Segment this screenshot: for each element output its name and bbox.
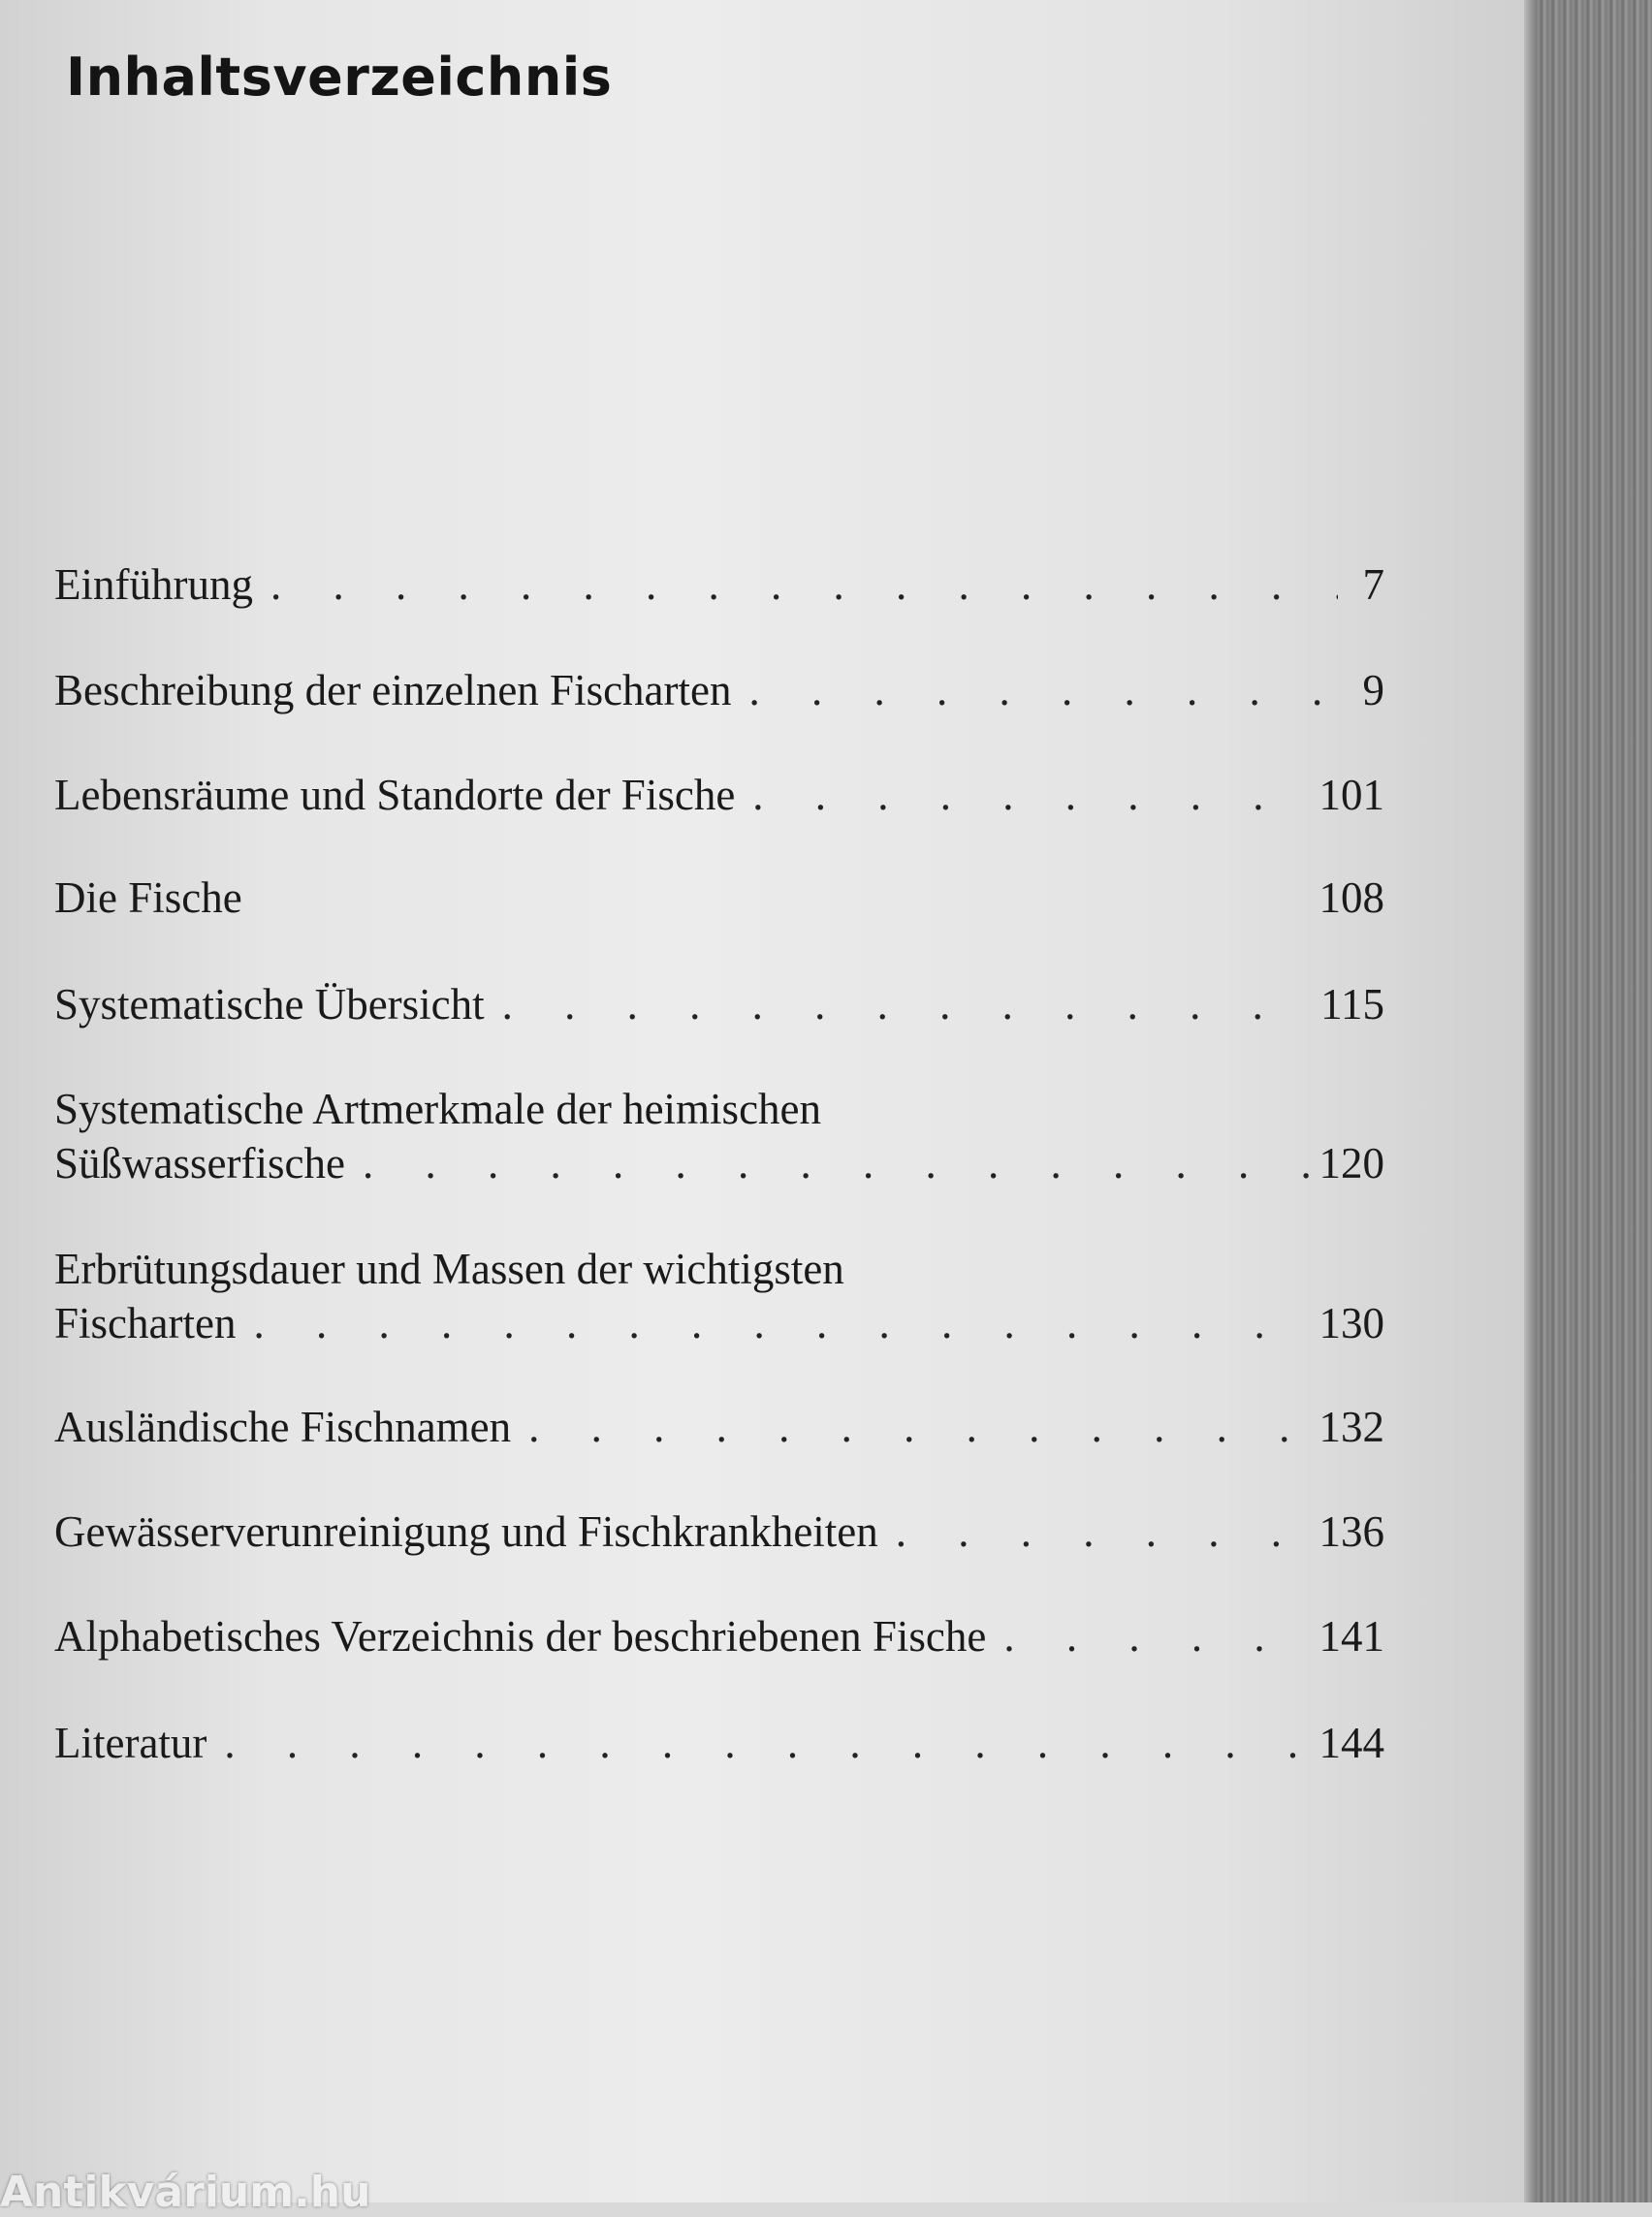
toc-page-number: 136	[1318, 1507, 1384, 1556]
toc-leader-dots	[236, 1296, 1311, 1350]
toc-page-number: 108	[1318, 873, 1384, 922]
toc-leader-dots	[511, 1400, 1311, 1454]
toc-page-number: 7	[1362, 560, 1384, 609]
toc-page-number: 115	[1320, 980, 1384, 1029]
toc-entry-title: Gewässerverunreinigung und Fischkrankheiten	[54, 1507, 878, 1556]
toc-page-number: 132	[1318, 1403, 1384, 1451]
toc-entry-title-continued: Fischarten	[54, 1299, 237, 1347]
toc-leader-dots	[206, 1716, 1311, 1770]
toc-entry	[54, 1242, 1384, 1350]
toc-entry	[54, 1716, 1384, 1770]
toc-entry	[54, 1609, 1384, 1663]
toc-entry-title-continued: Süßwasserfische	[54, 1139, 345, 1188]
toc-leader-dots	[986, 1609, 1311, 1663]
toc-entry	[54, 1400, 1384, 1454]
toc-leader-dots	[485, 977, 1314, 1031]
toc-entry	[54, 557, 1384, 612]
toc-entry-title: Literatur	[54, 1719, 207, 1767]
toc-entry-title: Einführung	[54, 560, 253, 609]
book-page-edge	[1524, 0, 1652, 2202]
toc-leader-dots	[253, 557, 1338, 612]
toc-entry-title: Beschreibung der einzelnen Fischarten	[54, 666, 732, 714]
toc-leader-dots	[732, 663, 1339, 717]
toc-entry	[54, 977, 1384, 1031]
toc-entry-title: Die Fische	[54, 873, 242, 922]
toc-entry-title: Lebensräume und Standorte der Fische	[54, 771, 736, 819]
watermark-text: Antikvárium.hu	[0, 2168, 371, 2217]
toc-page-number: 101	[1318, 771, 1384, 819]
toc-page-number: 120	[1318, 1139, 1384, 1188]
toc-entry-title: Systematische Artmerkmale der heimischen	[54, 1085, 822, 1133]
toc-entry	[54, 663, 1384, 717]
toc-page-number: 144	[1318, 1719, 1384, 1767]
toc-entry-title: Ausländische Fischnamen	[54, 1403, 512, 1451]
toc-entry-title: Systematische Übersicht	[54, 980, 485, 1029]
toc-page-number: 130	[1318, 1299, 1384, 1347]
toc-page-number: 9	[1362, 666, 1384, 714]
toc-entry	[54, 871, 1384, 925]
toc-leader-dots	[345, 1136, 1312, 1190]
toc-leader-dots	[735, 768, 1311, 822]
toc-entry-title: Alphabetisches Verzeichnis der beschriebenen Fische	[54, 1612, 987, 1661]
toc-entry-title: Erbrütungsdauer und Massen der wichtigsten	[54, 1245, 844, 1293]
page-title: Inhaltsverzeichnis	[66, 47, 613, 108]
toc-entry	[54, 1504, 1384, 1559]
toc-entry	[54, 768, 1384, 822]
toc-entry	[54, 1082, 1384, 1190]
toc-leader-dots	[878, 1504, 1312, 1559]
toc-page-number: 141	[1318, 1612, 1384, 1661]
